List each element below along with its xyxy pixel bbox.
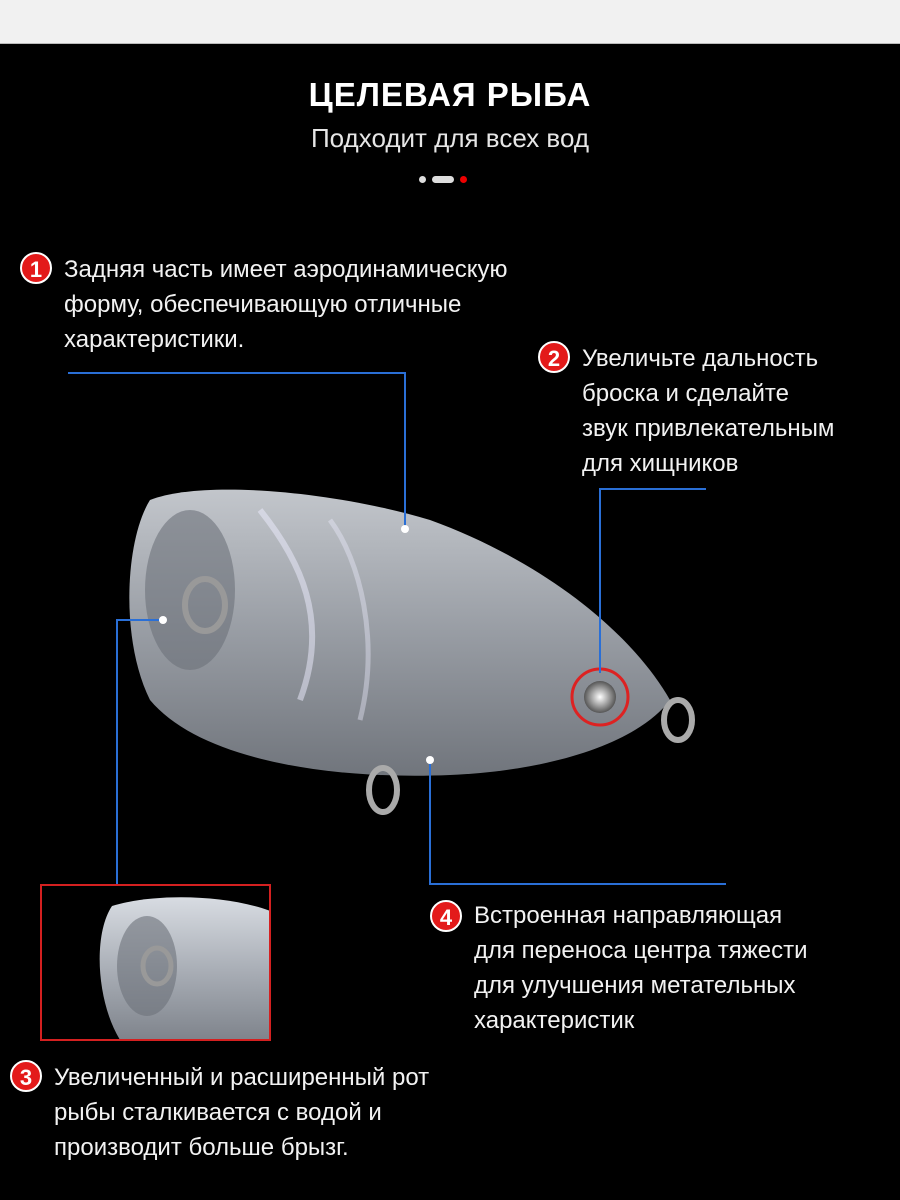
feature-line: характеристики. [64, 326, 245, 353]
page-title: ЦЕЛЕВАЯ РЫБА [308, 76, 592, 113]
feature-line: для переноса центра тяжести [474, 937, 808, 964]
badge-3: 3 [10, 1060, 42, 1092]
feature-1-text [64, 252, 508, 357]
feature-2-text [582, 341, 834, 481]
feature-line: для хищников [582, 450, 739, 477]
feature-line: рыбы сталкивается с водой и [54, 1099, 382, 1126]
badge-2: 2 [538, 341, 570, 373]
badge-1: 1 [20, 252, 52, 284]
feature-line: производит больше брызг. [54, 1134, 349, 1161]
feature-line: форму, обеспечивающую отличные [64, 291, 462, 318]
feature-line: для улучшения метательных [474, 972, 796, 999]
feature-line: Встроенная направляющая [474, 902, 783, 929]
feature-line: броска и сделайте [582, 380, 789, 407]
fishing-lure [129, 490, 692, 812]
feature-line: Задняя часть имеет аэродинамическую [64, 256, 508, 283]
badge-4: 4 [430, 900, 462, 932]
feature-line: Увеличьте дальность [582, 345, 819, 372]
feature-line: Увеличенный и расширенный рот [54, 1064, 430, 1091]
feature-4-text [474, 898, 808, 1038]
mouth-closeup-inset [40, 884, 271, 1041]
feature-3-text [54, 1060, 429, 1165]
feature-line: характеристик [474, 1007, 635, 1034]
feature-line: звук привлекательным [582, 415, 835, 442]
page-subtitle: Подходит для всех вод [310, 123, 590, 153]
